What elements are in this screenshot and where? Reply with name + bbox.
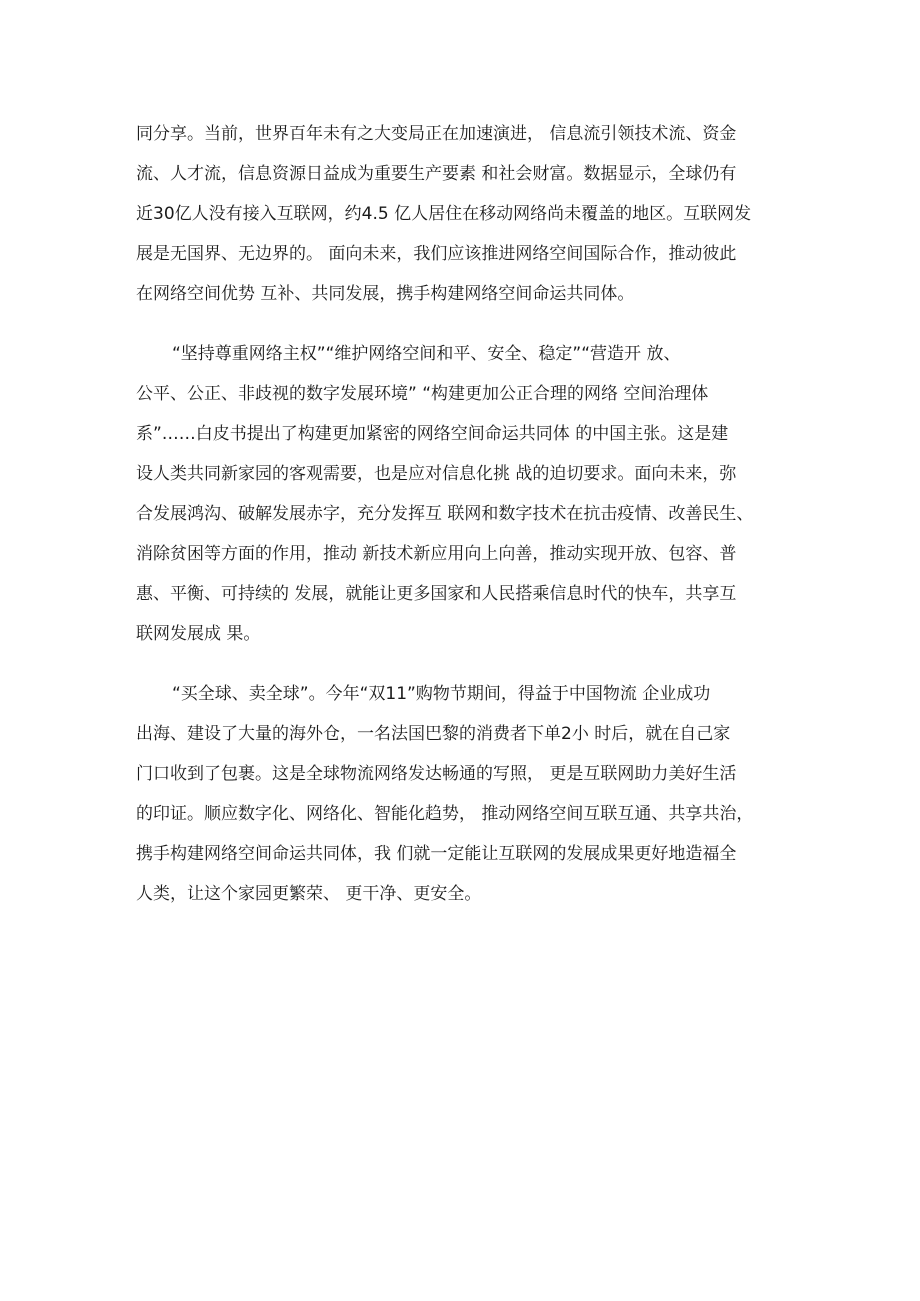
text-line: 合发展鸿沟、破解发展赤字，充分发挥互 联网和数字技术在抗击疫情、改善民生、 — [136, 504, 754, 524]
text-line: 近30亿人没有接入互联网，约4.5 亿人居住在移动网络尚未覆盖的地区。互联网发 — [136, 204, 752, 224]
paragraph-2 — [136, 334, 796, 654]
text-line: 人类，让这个家园更繁荣、 更干净、更安全。 — [136, 884, 482, 904]
text-line: 展是无国界、无边界的。 面向未来，我们应该推进网络空间国际合作，推动彼此 — [136, 244, 737, 264]
text-line: “买全球、卖全球”。今年“双11”购物节期间，得益于中国物流 企业成功 — [172, 684, 711, 704]
text-line: 同分享。当前，世界百年未有之大变局正在加速演进， 信息流引领技术流、资金 — [136, 124, 737, 144]
text-line: 设人类共同新家园的客观需要，也是应对信息化挑 战的迫切要求。面向未来，弥 — [136, 464, 737, 484]
text-line: 系”……白皮书提出了构建更加紧密的网络空间命运共同体 的中国主张。这是建 — [136, 424, 729, 444]
paragraph-1 — [136, 114, 796, 314]
text-line: 门口收到了包裹。这是全球物流网络发达畅通的写照， 更是互联网助力美好生活 — [136, 764, 737, 784]
text-line: 的印证。顺应数字化、网络化、智能化趋势， 推动网络空间互联互通、共享共治， — [136, 804, 754, 824]
text-line: 惠、平衡、可持续的 发展，就能让更多国家和人民搭乘信息时代的快车，共享互 — [136, 584, 737, 604]
text-line: “坚持尊重网络主权”“维护网络空间和平、安全、稳定”“营造开 放、 — [172, 344, 681, 364]
document-body — [136, 114, 796, 934]
text-line: 流、人才流，信息资源日益成为重要生产要素 和社会财富。数据显示，全球仍有 — [136, 164, 737, 184]
text-line: 出海、建设了大量的海外仓，一名法国巴黎的消费者下单2小 时后，就在自己家 — [136, 724, 731, 744]
text-line: 携手构建网络空间命运共同体，我 们就一定能让互联网的发展成果更好地造福全 — [136, 844, 737, 864]
text-line: 消除贫困等方面的作用，推动 新技术新应用向上向善，推动实现开放、包容、普 — [136, 544, 737, 564]
paragraph-3 — [136, 674, 796, 914]
text-line: 公平、公正、非歧视的数字发展环境” “构建更加公正合理的网络 空间治理体 — [136, 384, 709, 404]
text-line: 联网发展成 果。 — [136, 624, 261, 644]
text-line: 在网络空间优势 互补、共同发展，携手构建网络空间命运共同体。 — [136, 284, 635, 304]
